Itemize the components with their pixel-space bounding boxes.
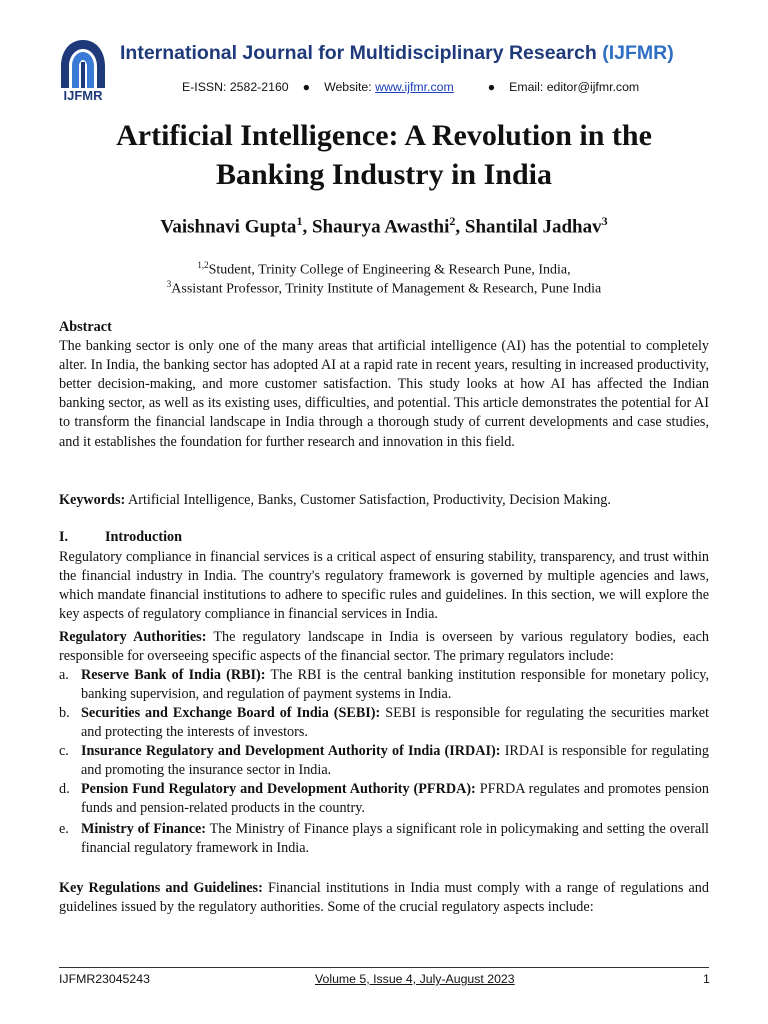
list-marker: d. [59,781,70,797]
list-item [59,704,709,742]
intro-paragraph: Regulatory compliance in financial services is a critical aspect of ensuring stability, transparency, and trust within the financial industry in India. The country's regulatory framework is governed by multiple agencies and laws, which mandate financial institutions to adhere to specific rules and guidelines. In this section, we will explore the key aspects of regulatory compliance in financial services in India. [59,549,709,623]
author-sup: 1 [296,214,303,228]
affiliation-2 [60,279,708,298]
abstract-section [59,318,709,452]
key-regulations-label: Key Regulations and Guidelines: [59,880,263,896]
eissn: E-ISSN: 2582-2160 [182,80,289,94]
bullet-separator: ● [302,80,311,94]
regulator-text: PFRDA regulates and promotes pension funds and pension-related products in the country. [81,781,709,817]
list-item [59,780,709,818]
regulator-name: Reserve Bank of India (RBI): [81,667,266,683]
regulatory-authorities-label: Regulatory Authorities: [59,629,207,645]
journal-abbreviation: (IJFMR) [602,42,674,64]
list-marker: b. [59,705,70,721]
affiliation-text: Assistant Professor, Trinity Institute of Management & Research, Pune India [171,281,602,297]
list-marker: a. [59,667,69,683]
abstract-heading: Abstract [59,319,112,335]
paper-title-line-1: Artificial Intelligence: A Revolution in the [116,119,652,152]
affiliation-sup: 3 [166,279,172,289]
bullet-separator: ● [487,80,496,94]
journal-full-name: International Journal for Multidisciplinary Research [120,42,597,64]
list-marker: e. [59,821,69,837]
regulator-name: Insurance Regulatory and Development Authority of India (IRDAI): [81,743,501,759]
section-heading [59,529,182,546]
regulator-name: Securities and Exchange Board of India (SEBI): [81,705,381,721]
journal-meta-line [182,80,742,94]
author-sup: 2 [449,214,456,228]
footer-page-number: 1 [703,972,710,986]
affiliation-sup: 1,2 [197,260,209,270]
list-marker: c. [59,743,69,759]
paper-title [60,116,708,194]
author-list: Vaishnavi Gupta$^1$, Shaurya Awasthi$^2$, Shantilal Jadhav$^3$ [160,214,608,238]
journal-logo [57,38,109,102]
footer-paper-id: IJFMR23045243 [59,972,150,986]
list-item [59,820,709,858]
key-regulations-paragraph [59,879,709,917]
affiliation-text: Student, Trinity College of Engineering & Research Pune, India, [208,262,571,278]
author-sup: 3 [601,214,608,228]
author-name: Shantilal Jadhav [464,216,602,238]
keywords-label: Keywords: [59,492,126,508]
list-item [59,742,709,780]
regulatory-authorities-paragraph [59,628,709,666]
footer-divider [59,967,709,968]
website-label: Website: [324,80,372,94]
regulator-name: Ministry of Finance: [81,821,207,837]
regulator-text: The Ministry of Finance plays a significant role in policymaking and setting the overall financial regulatory framework in India. [81,821,709,857]
email: Email: editor@ijfmr.com [509,80,640,94]
regulator-text: The RBI is the central banking institution responsible for monetary policy, banking supervision, and regulation of payment systems in India. [81,667,709,703]
author-name: Shaurya Awasthi [311,216,450,238]
regulator-name: Pension Fund Regulatory and Development Authority (PFRDA): [81,781,476,797]
section-title: Introduction [105,529,182,545]
regulatory-authorities-text: The regulatory landscape in India is overseen by various regulatory bodies, each responsible for overseeing specific aspects of the financial sector. The primary regulators include: [59,629,710,665]
keywords [59,491,709,510]
footer-volume-link[interactable]: Volume 5, Issue 4, July-August 2023 [315,972,515,986]
affiliation-1 [60,260,708,279]
regulator-text: SEBI is responsible for regulating the securities market and protecting the interests of investors. [81,705,709,741]
journal-name [120,42,720,65]
author-name: Vaishnavi Gupta [160,216,297,238]
abstract-text: The banking sector is only one of the many areas that artificial intelligence (AI) has the potential to completely alter. In India, the banking sector has adopted AI at a rapid rate in recent years, resulting in increased productivity, better decision-making, and more customer satisfaction. This study looks at how AI has affected the Indian banking sector, as well as its existing uses, difficulties, and potential. This article demonstrates the potential for AI to transform the financial landscape in India through a thorough study of current developments and case studies, and it establishes the foundation for further research and innovation in this field. [59,338,709,450]
keywords-text: Artificial Intelligence, Banks, Customer Satisfaction, Productivity, Decision Making. [127,492,611,508]
section-number: I. [59,529,69,545]
logo-text: IJFMR [63,88,103,102]
regulator-text: IRDAI is responsible for regulating and promoting the insurance sector in India. [81,743,709,779]
list-item [59,666,709,704]
paper-title-line-2: Banking Industry in India [215,158,552,191]
website-link[interactable]: www.ijfmr.com [375,80,454,94]
key-regulations-text: Financial institutions in India must comply with a range of regulations and guidelines issued by the regulatory authorities. Some of the crucial regulatory aspects include: [59,880,709,916]
